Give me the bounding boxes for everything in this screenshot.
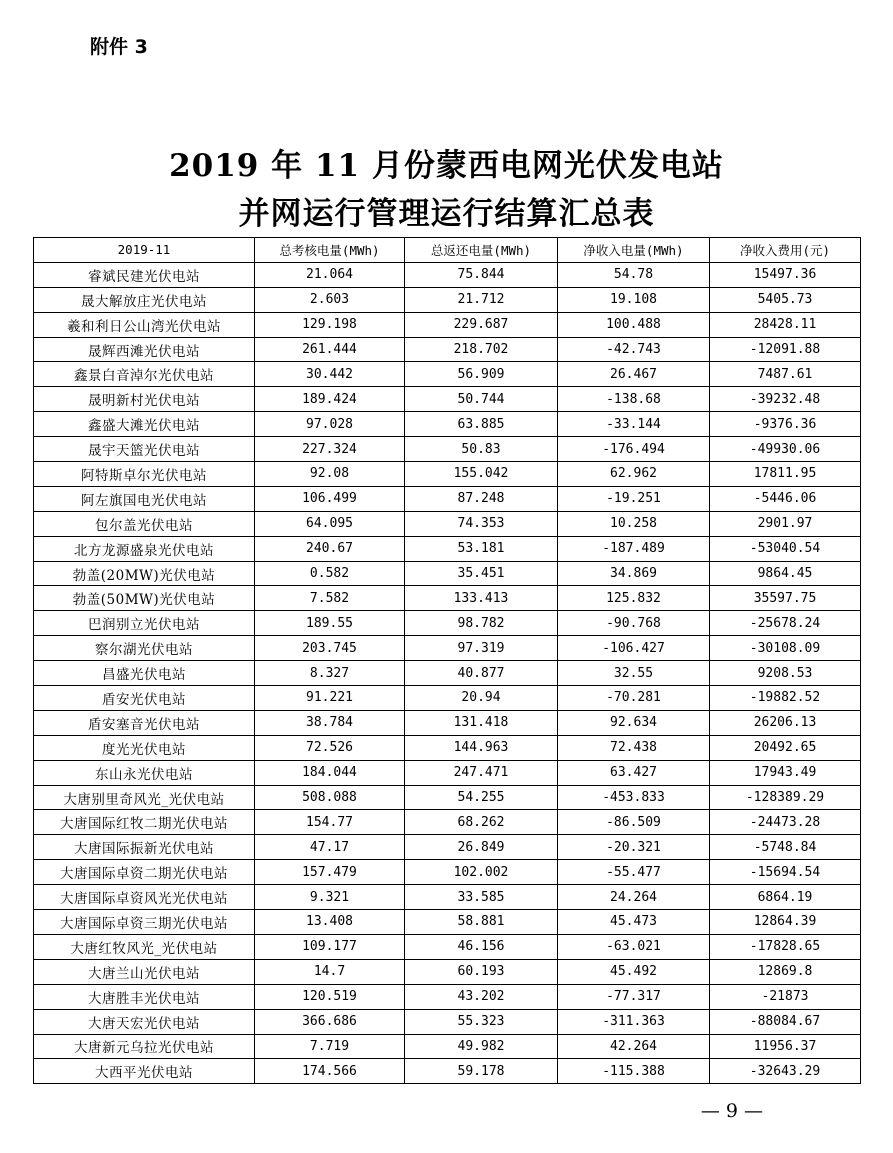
cell-total-assessed-energy: 64.095	[255, 511, 405, 536]
cell-net-income-energy: -63.021	[558, 934, 710, 959]
cell-total-assessed-energy: 72.526	[255, 735, 405, 760]
table-row	[34, 586, 861, 611]
table-row	[34, 1034, 861, 1059]
cell-total-returned-energy: 26.849	[405, 835, 558, 860]
cell-net-income-fee: 35597.75	[710, 586, 861, 611]
header-period: 2019-11	[34, 238, 255, 263]
cell-station-name: 大唐别里奇风光_光伏电站	[34, 785, 255, 810]
cell-total-assessed-energy: 0.582	[255, 561, 405, 586]
cell-net-income-fee: -17828.65	[710, 934, 861, 959]
cell-net-income-fee: 17943.49	[710, 760, 861, 785]
cell-net-income-energy: -138.68	[558, 387, 710, 412]
cell-total-returned-energy: 247.471	[405, 760, 558, 785]
cell-total-returned-energy: 59.178	[405, 1059, 558, 1084]
cell-station-name: 巴润别立光伏电站	[34, 611, 255, 636]
cell-net-income-energy: -86.509	[558, 810, 710, 835]
cell-net-income-fee: -21873	[710, 984, 861, 1009]
table-row	[34, 760, 861, 785]
cell-total-assessed-energy: 154.77	[255, 810, 405, 835]
page-number: — 9 —	[700, 1100, 763, 1122]
cell-station-name: 勃盖(20MW)光伏电站	[34, 561, 255, 586]
cell-total-returned-energy: 144.963	[405, 735, 558, 760]
cell-total-returned-energy: 58.881	[405, 910, 558, 935]
cell-total-assessed-energy: 14.7	[255, 959, 405, 984]
cell-net-income-fee: -30108.09	[710, 636, 861, 661]
cell-total-assessed-energy: 227.324	[255, 437, 405, 462]
cell-total-assessed-energy: 7.582	[255, 586, 405, 611]
table-row	[34, 686, 861, 711]
cell-net-income-fee: 5405.73	[710, 287, 861, 312]
cell-net-income-energy: -33.144	[558, 412, 710, 437]
table-row	[34, 885, 861, 910]
cell-total-returned-energy: 49.982	[405, 1034, 558, 1059]
cell-net-income-fee: -49930.06	[710, 437, 861, 462]
cell-total-assessed-energy: 106.499	[255, 486, 405, 511]
cell-total-assessed-energy: 7.719	[255, 1034, 405, 1059]
table-row	[34, 810, 861, 835]
cell-station-name: 大唐红牧风光_光伏电站	[34, 934, 255, 959]
cell-total-returned-energy: 20.94	[405, 686, 558, 711]
cell-net-income-energy: 45.492	[558, 959, 710, 984]
cell-station-name: 大唐国际振新光伏电站	[34, 835, 255, 860]
cell-total-returned-energy: 155.042	[405, 462, 558, 487]
cell-net-income-energy: 42.264	[558, 1034, 710, 1059]
cell-station-name: 大唐新元乌拉光伏电站	[34, 1034, 255, 1059]
table-row	[34, 312, 861, 337]
cell-total-returned-energy: 55.323	[405, 1009, 558, 1034]
cell-net-income-energy: 100.488	[558, 312, 710, 337]
cell-total-returned-energy: 97.319	[405, 636, 558, 661]
cell-total-returned-energy: 43.202	[405, 984, 558, 1009]
cell-net-income-fee: 7487.61	[710, 362, 861, 387]
cell-net-income-energy: -20.321	[558, 835, 710, 860]
cell-total-returned-energy: 54.255	[405, 785, 558, 810]
cell-net-income-fee: -5748.84	[710, 835, 861, 860]
table-row	[34, 984, 861, 1009]
cell-total-assessed-energy: 174.566	[255, 1059, 405, 1084]
cell-net-income-fee: -9376.36	[710, 412, 861, 437]
cell-total-assessed-energy: 261.444	[255, 337, 405, 362]
cell-station-name: 大唐天宏光伏电站	[34, 1009, 255, 1034]
cell-net-income-energy: 62.962	[558, 462, 710, 487]
cell-station-name: 鑫景白音淖尔光伏电站	[34, 362, 255, 387]
cell-net-income-fee: 12864.39	[710, 910, 861, 935]
cell-total-assessed-energy: 203.745	[255, 636, 405, 661]
cell-total-assessed-energy: 30.442	[255, 362, 405, 387]
cell-total-returned-energy: 102.002	[405, 860, 558, 885]
cell-total-assessed-energy: 366.686	[255, 1009, 405, 1034]
cell-net-income-fee: -15694.54	[710, 860, 861, 885]
cell-station-name: 睿斌民建光伏电站	[34, 262, 255, 287]
table-row	[34, 860, 861, 885]
cell-station-name: 东山永光伏电站	[34, 760, 255, 785]
cell-station-name: 晟宇天篮光伏电站	[34, 437, 255, 462]
cell-total-returned-energy: 40.877	[405, 661, 558, 686]
header-total-returned-energy: 总返还电量(MWh)	[405, 238, 558, 263]
cell-net-income-fee: 15497.36	[710, 262, 861, 287]
table-row	[34, 611, 861, 636]
cell-net-income-energy: 125.832	[558, 586, 710, 611]
cell-net-income-energy: 32.55	[558, 661, 710, 686]
cell-station-name: 阿特斯卓尔光伏电站	[34, 462, 255, 487]
cell-net-income-energy: -90.768	[558, 611, 710, 636]
table-header-row	[34, 238, 861, 263]
cell-total-assessed-energy: 109.177	[255, 934, 405, 959]
table-row	[34, 1059, 861, 1084]
cell-station-name: 晟辉西滩光伏电站	[34, 337, 255, 362]
cell-net-income-energy: 34.869	[558, 561, 710, 586]
cell-total-returned-energy: 133.413	[405, 586, 558, 611]
cell-total-returned-energy: 53.181	[405, 536, 558, 561]
cell-total-assessed-energy: 129.198	[255, 312, 405, 337]
attachment-label: 附件 3	[90, 36, 148, 58]
cell-net-income-fee: 17811.95	[710, 462, 861, 487]
cell-net-income-energy: -176.494	[558, 437, 710, 462]
table-row	[34, 1009, 861, 1034]
cell-net-income-energy: -115.388	[558, 1059, 710, 1084]
cell-net-income-energy: 54.78	[558, 262, 710, 287]
table-row	[34, 636, 861, 661]
cell-total-assessed-energy: 47.17	[255, 835, 405, 860]
cell-total-returned-energy: 68.262	[405, 810, 558, 835]
cell-total-returned-energy: 74.353	[405, 511, 558, 536]
cell-net-income-fee: 2901.97	[710, 511, 861, 536]
table-row	[34, 934, 861, 959]
cell-station-name: 晟明新村光伏电站	[34, 387, 255, 412]
cell-total-returned-energy: 218.702	[405, 337, 558, 362]
cell-station-name: 晟大解放庄光伏电站	[34, 287, 255, 312]
cell-station-name: 盾安塞音光伏电站	[34, 710, 255, 735]
cell-net-income-energy: -311.363	[558, 1009, 710, 1034]
header-total-assessed-energy: 总考核电量(MWh)	[255, 238, 405, 263]
table-row	[34, 437, 861, 462]
cell-total-assessed-energy: 38.784	[255, 710, 405, 735]
table-row	[34, 486, 861, 511]
cell-station-name: 大唐国际卓资风光光伏电站	[34, 885, 255, 910]
table-row	[34, 561, 861, 586]
table-row	[34, 661, 861, 686]
cell-total-returned-energy: 75.844	[405, 262, 558, 287]
table-row	[34, 959, 861, 984]
cell-total-assessed-energy: 240.67	[255, 536, 405, 561]
cell-station-name: 大唐国际卓资三期光伏电站	[34, 910, 255, 935]
table-row	[34, 835, 861, 860]
table-row	[34, 262, 861, 287]
table-row	[34, 287, 861, 312]
cell-station-name: 鑫盛大滩光伏电站	[34, 412, 255, 437]
cell-net-income-fee: -128389.29	[710, 785, 861, 810]
cell-total-returned-energy: 46.156	[405, 934, 558, 959]
cell-total-assessed-energy: 9.321	[255, 885, 405, 910]
cell-total-returned-energy: 56.909	[405, 362, 558, 387]
cell-net-income-fee: 20492.65	[710, 735, 861, 760]
cell-total-assessed-energy: 2.603	[255, 287, 405, 312]
cell-station-name: 察尔湖光伏电站	[34, 636, 255, 661]
cell-total-assessed-energy: 8.327	[255, 661, 405, 686]
table-row	[34, 785, 861, 810]
cell-station-name: 盾安光伏电站	[34, 686, 255, 711]
table-row	[34, 412, 861, 437]
cell-net-income-energy: 63.427	[558, 760, 710, 785]
cell-net-income-energy: -42.743	[558, 337, 710, 362]
table-row	[34, 362, 861, 387]
cell-net-income-fee: -39232.48	[710, 387, 861, 412]
table-row	[34, 910, 861, 935]
cell-station-name: 大西平光伏电站	[34, 1059, 255, 1084]
header-net-income-energy: 净收入电量(MWh)	[558, 238, 710, 263]
cell-net-income-fee: 9208.53	[710, 661, 861, 686]
cell-station-name: 阿左旗国电光伏电站	[34, 486, 255, 511]
cell-net-income-energy: 26.467	[558, 362, 710, 387]
cell-net-income-energy: 10.258	[558, 511, 710, 536]
cell-total-returned-energy: 63.885	[405, 412, 558, 437]
cell-total-returned-energy: 87.248	[405, 486, 558, 511]
cell-net-income-energy: 19.108	[558, 287, 710, 312]
cell-total-assessed-energy: 189.55	[255, 611, 405, 636]
cell-station-name: 羲和利日公山湾光伏电站	[34, 312, 255, 337]
cell-station-name: 大唐国际红牧二期光伏电站	[34, 810, 255, 835]
cell-net-income-fee: 9864.45	[710, 561, 861, 586]
cell-station-name: 勃盖(50MW)光伏电站	[34, 586, 255, 611]
cell-total-returned-energy: 229.687	[405, 312, 558, 337]
cell-station-name: 包尔盖光伏电站	[34, 511, 255, 536]
cell-total-assessed-energy: 184.044	[255, 760, 405, 785]
cell-total-assessed-energy: 508.088	[255, 785, 405, 810]
cell-net-income-fee: -5446.06	[710, 486, 861, 511]
cell-net-income-fee: 12869.8	[710, 959, 861, 984]
cell-net-income-energy: -77.317	[558, 984, 710, 1009]
cell-net-income-energy: -453.833	[558, 785, 710, 810]
cell-total-assessed-energy: 157.479	[255, 860, 405, 885]
cell-net-income-fee: -25678.24	[710, 611, 861, 636]
table-row	[34, 511, 861, 536]
table-body	[34, 262, 861, 1083]
cell-total-assessed-energy: 91.221	[255, 686, 405, 711]
cell-station-name: 大唐胜丰光伏电站	[34, 984, 255, 1009]
cell-net-income-energy: -55.477	[558, 860, 710, 885]
cell-net-income-energy: -187.489	[558, 536, 710, 561]
cell-total-returned-energy: 50.83	[405, 437, 558, 462]
settlement-summary-table	[33, 237, 861, 1084]
cell-total-returned-energy: 35.451	[405, 561, 558, 586]
cell-total-returned-energy: 33.585	[405, 885, 558, 910]
cell-total-returned-energy: 50.744	[405, 387, 558, 412]
cell-net-income-fee: 28428.11	[710, 312, 861, 337]
cell-total-assessed-energy: 189.424	[255, 387, 405, 412]
cell-net-income-fee: -88084.67	[710, 1009, 861, 1034]
cell-net-income-fee: -24473.28	[710, 810, 861, 835]
table-row	[34, 337, 861, 362]
cell-net-income-energy: 72.438	[558, 735, 710, 760]
cell-total-assessed-energy: 92.08	[255, 462, 405, 487]
header-net-income-fee: 净收入费用(元)	[710, 238, 861, 263]
cell-net-income-fee: 26206.13	[710, 710, 861, 735]
cell-station-name: 大唐国际卓资二期光伏电站	[34, 860, 255, 885]
table-row	[34, 536, 861, 561]
cell-total-assessed-energy: 120.519	[255, 984, 405, 1009]
cell-station-name: 大唐兰山光伏电站	[34, 959, 255, 984]
cell-net-income-energy: 24.264	[558, 885, 710, 910]
cell-total-returned-energy: 60.193	[405, 959, 558, 984]
cell-net-income-energy: -106.427	[558, 636, 710, 661]
cell-net-income-fee: -12091.88	[710, 337, 861, 362]
cell-total-returned-energy: 131.418	[405, 710, 558, 735]
cell-net-income-fee: -19882.52	[710, 686, 861, 711]
cell-net-income-energy: 92.634	[558, 710, 710, 735]
cell-station-name: 度光光伏电站	[34, 735, 255, 760]
document-title-line-2: 并网运行管理运行结算汇总表	[238, 196, 655, 232]
cell-total-returned-energy: 21.712	[405, 287, 558, 312]
cell-net-income-energy: -19.251	[558, 486, 710, 511]
cell-total-assessed-energy: 21.064	[255, 262, 405, 287]
cell-net-income-fee: 11956.37	[710, 1034, 861, 1059]
cell-net-income-fee: 6864.19	[710, 885, 861, 910]
cell-total-assessed-energy: 13.408	[255, 910, 405, 935]
cell-net-income-fee: -53040.54	[710, 536, 861, 561]
cell-station-name: 北方龙源盛泉光伏电站	[34, 536, 255, 561]
cell-net-income-energy: 45.473	[558, 910, 710, 935]
cell-net-income-energy: -70.281	[558, 686, 710, 711]
table-row	[34, 735, 861, 760]
table-row	[34, 462, 861, 487]
cell-total-returned-energy: 98.782	[405, 611, 558, 636]
table-row	[34, 710, 861, 735]
cell-net-income-fee: -32643.29	[710, 1059, 861, 1084]
cell-total-assessed-energy: 97.028	[255, 412, 405, 437]
cell-station-name: 昌盛光伏电站	[34, 661, 255, 686]
table-row	[34, 387, 861, 412]
document-title-line-1: 2019 年 11 月份蒙西电网光伏发电站	[169, 148, 724, 184]
